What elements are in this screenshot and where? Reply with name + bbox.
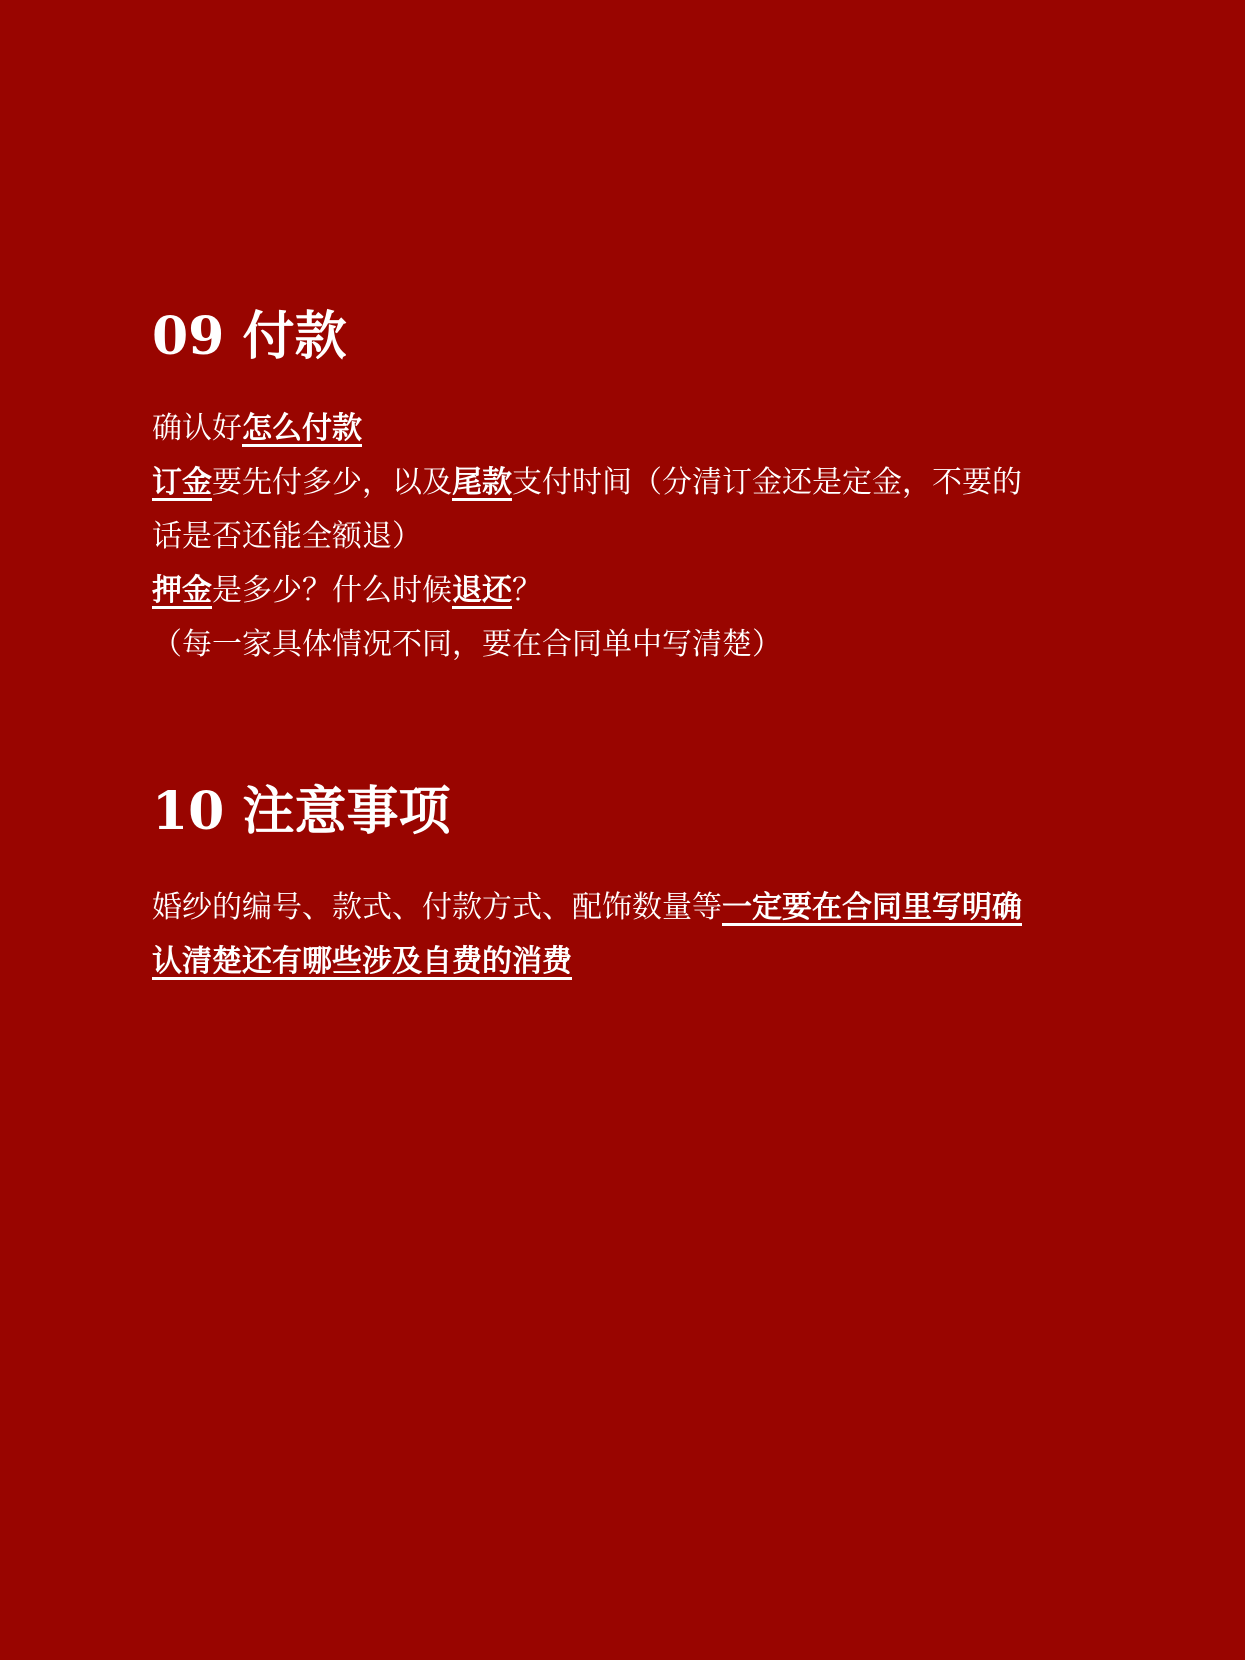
emphasis-text: 认清楚还有哪些涉及自费的消费	[152, 944, 572, 979]
emphasis-text: 退还	[452, 573, 512, 608]
text: ？	[512, 573, 542, 608]
text: （每一家具体情况不同，要在合同单中写清楚）	[152, 627, 782, 662]
emphasis-text: 怎么付款	[242, 411, 362, 446]
payment-line-2	[152, 456, 1112, 510]
emphasis-text: 一定要在合同里写明确	[722, 890, 1022, 925]
text: 话是否还能全额退）	[152, 519, 422, 554]
payment-line-5	[152, 618, 1112, 672]
section-heading-payment: 09 付款	[152, 306, 347, 367]
text: 支付时间（分清订金还是定金，不要的	[512, 465, 1022, 500]
emphasis-text: 押金	[152, 573, 212, 608]
section-notes	[152, 775, 1112, 989]
emphasis-text: 订金	[152, 465, 212, 500]
section-body-payment	[152, 402, 1112, 672]
payment-line-3	[152, 510, 1112, 564]
text: 确认好	[152, 411, 242, 446]
section-payment	[152, 300, 1112, 672]
emphasis-text: 尾款	[452, 465, 512, 500]
section-heading-notes: 10 注意事项	[152, 781, 451, 842]
text: 要先付多少，以及	[212, 465, 452, 500]
text: 是多少？什么时候	[212, 573, 452, 608]
payment-line-4	[152, 564, 1112, 618]
text: 婚纱的编号、款式、付款方式、配饰数量等	[152, 890, 722, 925]
section-body-notes	[152, 881, 1112, 989]
notes-line-2	[152, 935, 1112, 989]
payment-line-1	[152, 402, 1112, 456]
notes-line-1	[152, 881, 1112, 935]
